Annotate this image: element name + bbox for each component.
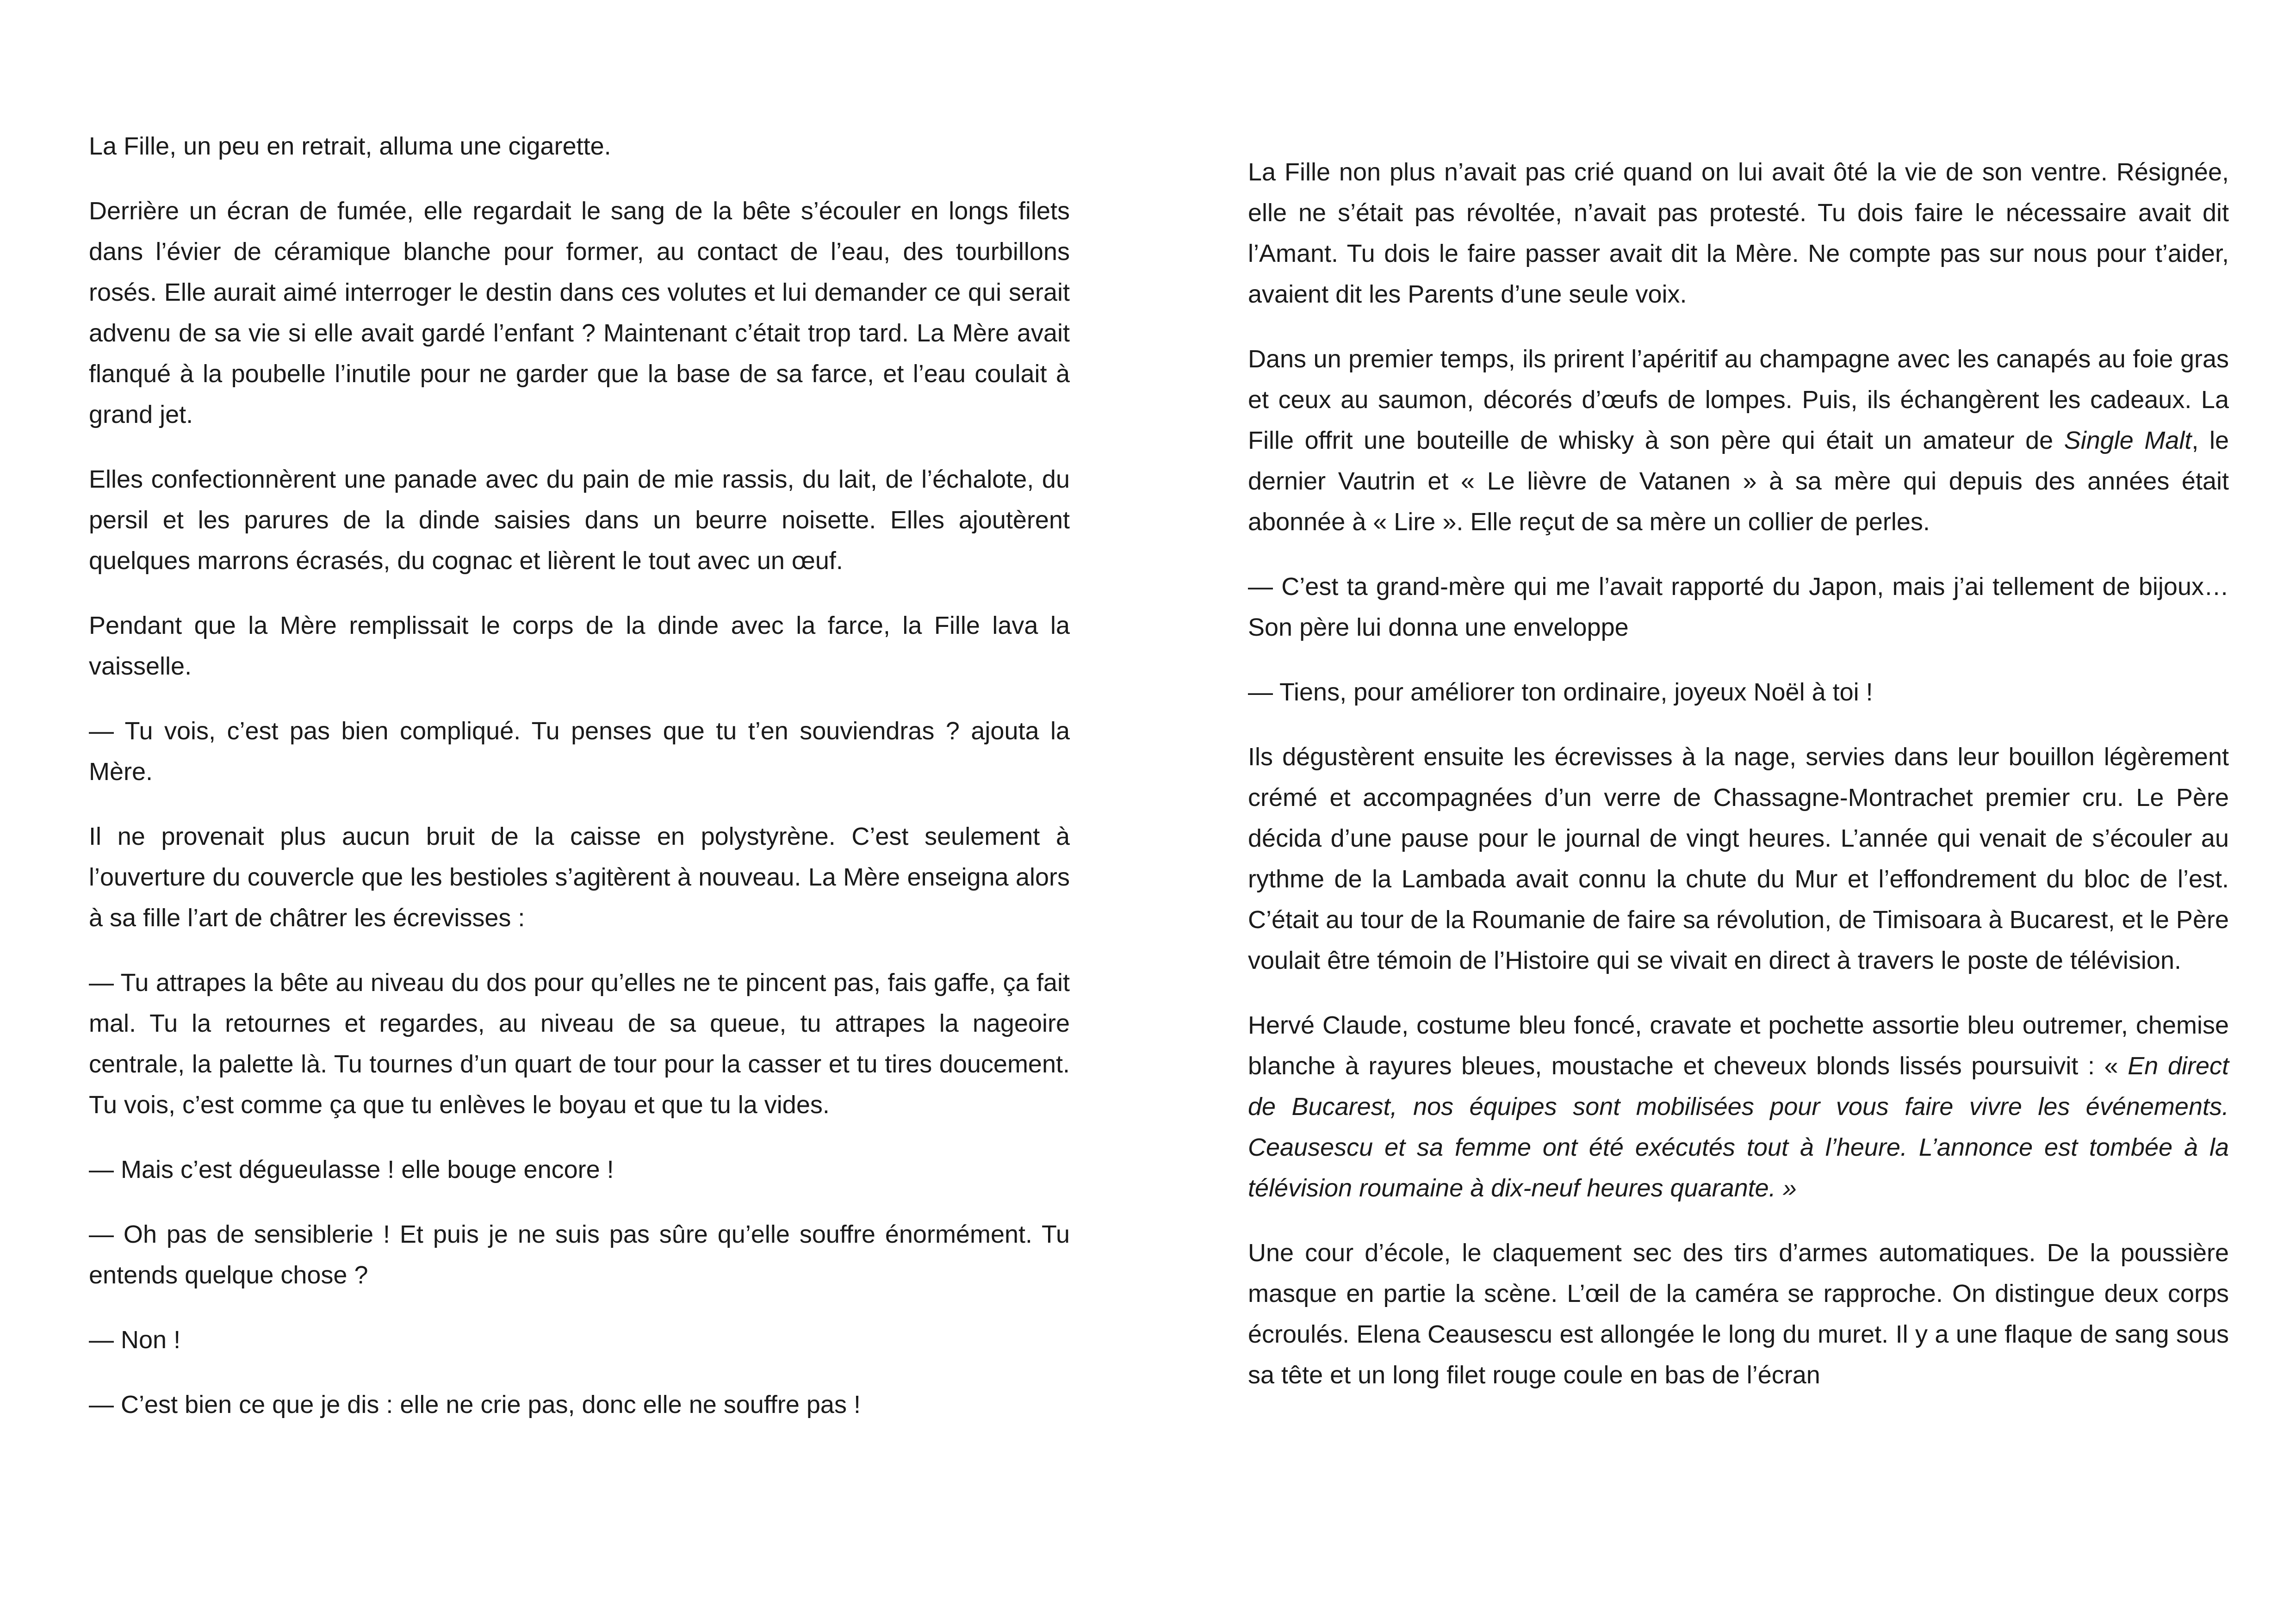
paragraph: [1248, 339, 2229, 542]
paragraph: Derrière un écran de fumée, elle regardait le sang de la bête s’écouler en longs filets dans l’évier de céramique blanche pour former, au contact de l’eau, des tourbillons rosés. Elle aurait aimé interroger le destin dans ces volutes et lui demander ce qui serait advenu de sa vie si elle avait gardé l’enfant ? Maintenant c’était trop tard. La Mère avait flanqué à la poubelle l’inutile pour ne garder que la base de sa farce, et l’eau coulait à grand jet.: [89, 197, 1070, 428]
paragraph: Ils dégustèrent ensuite les écrevisses à la nage, servies dans leur bouillon légèrement crémé et accompagnées d’un verre de Chassagne-Montrachet premier cru. Le Père décida d’une pause pour le journal de vingt heures. L’année qui venait de s’écouler au rythme de la Lambada avait connu la chute du Mur et l’effondrement du bloc de l’est. C’était au tour de la Roumanie de faire sa révolution, de Timisoara à Bucarest, et le Père voulait être témoin de l’Histoire qui se vivait en direct à travers le poste de télévision.: [1248, 743, 2229, 974]
dialogue-line: — Tu attrapes la bête au niveau du dos pour qu’elles ne te pincent pas, fais gaffe, ça fait mal. Tu la retournes et regardes, au niveau de sa queue, tu attrapes la nageoire centrale, la palette là. Tu tournes d’un quart de tour pour la casser et tu tires doucement. Tu vois, c’est comme ça que tu enlèves le boyau et que tu la vides.: [89, 969, 1070, 1119]
paragraph: La Fille non plus n’avait pas crié quand on lui avait ôté la vie de son ventre. Résignée, elle ne s’était pas révoltée, n’avait pas protesté. Tu dois faire le nécessaire avait dit l’Amant. Tu dois le faire passer avait dit la Mère. Ne compte pas sur nous pour t’aider, avaient dit les Parents d’une seule voix.: [1248, 158, 2229, 308]
paragraph: Elles confectionnèrent une panade avec du pain de mie rassis, du lait, de l’échalote, du persil et les parures de la dinde saisies dans un beurre noisette. Elles ajoutèrent quelques marrons écrasés, du cognac et lièrent le tout avec un œuf.: [89, 465, 1070, 575]
paragraph: Pendant que la Mère remplissait le corps de la dinde avec la farce, la Fille lava la vaisselle.: [89, 612, 1070, 680]
paragraph-text: , le dernier Vautrin et « Le lièvre de Vatanen » à sa mère qui depuis des années était abonnée à « Lire ». Elle reçut de sa mère un collier de perles.: [1248, 427, 2229, 536]
dialogue-line: — C’est ta grand-mère qui me l’avait rapporté du Japon, mais j’ai tellement de bijoux… Son père lui donna une enveloppe: [1248, 573, 2229, 641]
dialogue-line: — Non !: [89, 1326, 181, 1354]
dialogue-line: — Mais c’est dégueulasse ! elle bouge encore !: [89, 1156, 614, 1183]
dialogue-line: — Tu vois, c’est pas bien compliqué. Tu penses que tu t’en souviendras ? ajouta la Mère.: [89, 717, 1070, 786]
paragraph-text: Hervé Claude, costume bleu foncé, cravate et pochette assortie bleu outremer, chemise blanche à rayures bleues, moustache et cheveux blonds lissés poursuivit : «: [1248, 1011, 2229, 1080]
italic-quote: En direct de Bucarest, nos équipes sont mobilisées pour vous faire vivre les événements. Ceausescu et sa femme ont été exécutés tout à l’heure. L’annonce est tombée à la télévision roumaine à dix-neuf heures quarante. »: [1248, 1052, 2229, 1202]
right-page: [1248, 152, 2229, 1395]
paragraph: Une cour d’école, le claquement sec des tirs d’armes automatiques. De la poussière masque en partie la scène. L’œil de la caméra se rapproche. On distingue deux corps écroulés. Elena Ceausescu est allongée le long du muret. Il y a une flaque de sang sous sa tête et un long filet rouge coule en bas de l’écran: [1248, 1239, 2229, 1389]
dialogue-line: — C’est bien ce que je dis : elle ne crie pas, donc elle ne souffre pas !: [89, 1391, 861, 1419]
paragraph: La Fille, un peu en retrait, alluma une cigarette.: [89, 132, 611, 160]
italic-text: Single Malt: [2064, 427, 2192, 454]
dialogue-line: — Tiens, pour améliorer ton ordinaire, joyeux Noël à toi !: [1248, 678, 1873, 706]
paragraph: [1248, 1005, 2229, 1208]
paragraph-text: Dans un premier temps, ils prirent l’apéritif au champagne avec les canapés au foie gras et ceux au saumon, décorés d’œufs de lompes. Puis, ils échangèrent les cadeaux. La Fille offrit une bouteille de whisky à son père qui était un amateur de: [1248, 345, 2229, 454]
dialogue-line: — Oh pas de sensiblerie ! Et puis je ne suis pas sûre qu’elle souffre énormément. Tu entends quelque chose ?: [89, 1220, 1070, 1289]
left-page: [89, 126, 1070, 1425]
paragraph: Il ne provenait plus aucun bruit de la caisse en polystyrène. C’est seulement à l’ouverture du couvercle que les bestioles s’agitèrent à nouveau. La Mère enseigna alors à sa fille l’art de châtrer les écrevisses :: [89, 823, 1070, 932]
